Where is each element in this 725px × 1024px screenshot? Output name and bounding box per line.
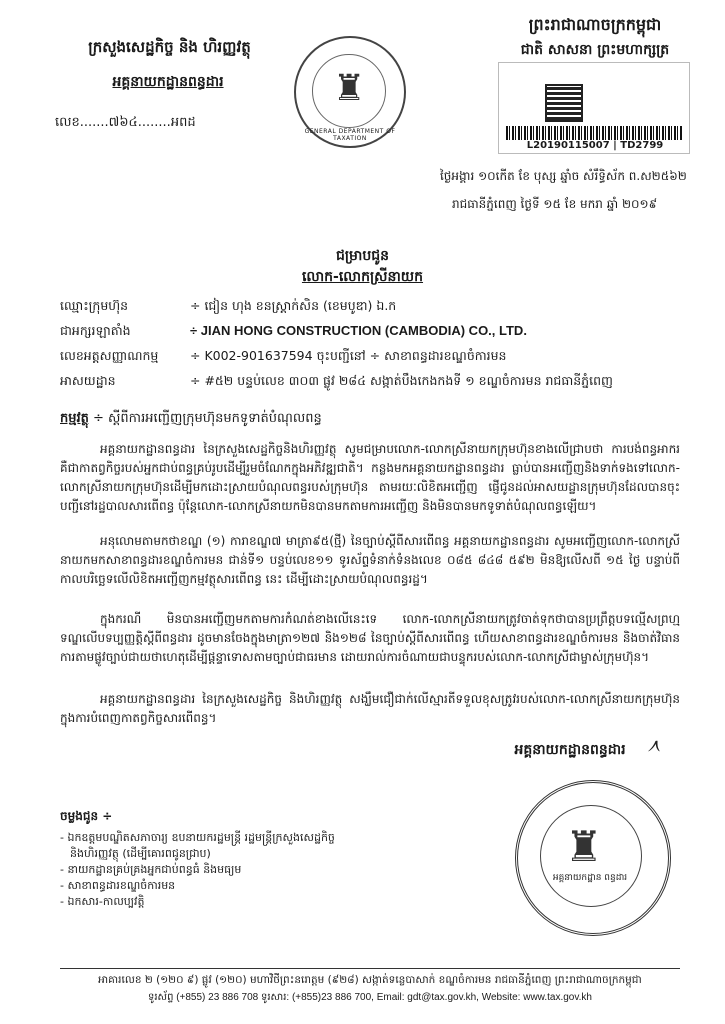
footer-contact: ទូរស័ព្ទ (+855) 23 886 708 ទូរសារ: (+855)23 886 700, Email: gdt@tax.gov.kh, Website: www.tax.gov.kh	[148, 992, 592, 1003]
cc-title: ចម្លងជូន ÷	[60, 809, 113, 823]
stamp-caption: អគ្គនាយកដ្ឋាន ពន្ធដារ	[552, 873, 628, 883]
field-label: លេខអត្តសញ្ញាណកម្ម	[60, 348, 159, 363]
field-value: ÷ K002-901637594 ចុះបញ្ជីនៅ ÷ សាខាពន្ធដារខណ្ឌចំការមន	[190, 348, 507, 363]
field-label: ជាអក្សរឡាតាំង	[60, 323, 131, 338]
field-value: ÷ ជៀន ហុង ខនស្ត្រាក់សិន (ខេមបូឌា) ឯ.ក	[190, 298, 397, 313]
subject-label: កម្មវត្ថុ	[60, 411, 89, 426]
company-info	[60, 298, 680, 398]
field-latin-name	[60, 323, 680, 342]
subject-line	[60, 410, 680, 429]
body-paragraph-3: ក្នុងករណី មិនបានអញ្ជើញមកតាមការកំណត់ខាងលើនេះទេ លោក-លោកស្រីនាយកត្រូវចាត់ទុកថាបានប្រព្រឹត្តបទល្មើសព្រហ្មទណ្ឌលើបទប្បញ្ញត្តិស្តីពីពន្ធដារ ដូចមានចែងក្នុងមាត្រា១២៧ និង១២៨ នៃច្បាប់ស្តីពីសារពើពន្ធ ហើយសាខាពន្ធដារខណ្ឌចំការមន និងចាត់វិធានការតាមផ្លូវច្បាប់ជាយថាហេតុដើម្បីផ្តន្ទាទោសតាមច្បាប់ជាធរមាន ដោយរាល់ការចំណាយជាបន្ទុករបស់លោក-លោកស្រីជាម្ចាស់ក្រុមហ៊ុន។	[60, 612, 680, 664]
notice-title: ជម្រាបជូន	[335, 248, 390, 264]
field-value: ÷ #៥២ បន្ទប់លេខ ៣០៣ ផ្លូវ ២៨៤ សង្កាត់បឹងកេងកងទី ១ ខណ្ឌចំការមន រាជធានីភ្នំពេញ	[190, 373, 613, 388]
footer-divider	[60, 968, 680, 969]
subject-text: ÷ ស្តីពីការអញ្ជើញក្រុមហ៊ុនមកទូទាត់បំណុលពន្ធ	[93, 411, 322, 426]
barcode-number: L20190115007 | TD2799	[526, 140, 664, 151]
field-company-name	[60, 298, 680, 317]
ministry-name: ក្រសួងសេដ្ឋកិច្ច និង ហិរញ្ញវត្ថុ	[88, 38, 251, 56]
cc-item: - នាយកដ្ឋានគ្រប់គ្រងអ្នកជាប់ពន្ធធំ និងមធ្យម	[60, 863, 242, 876]
body-paragraph-4: អគ្គនាយកដ្ឋានពន្ធដារ នៃក្រសួងសេដ្ឋកិច្ច និងហិរញ្ញវត្ថុ សង្ឃឹមជឿជាក់លើស្មារតីទទួលខុសត្រូវរបស់លោក-លោកស្រីនាយកក្រុមហ៊ុន ក្នុងការបំពេញកាតព្វកិច្ចសារពើពន្ធ។	[60, 692, 680, 725]
cc-item: - ឯកសារ-កាលប្បវត្តិ	[60, 895, 145, 908]
solar-date: រាជធានីភ្នំពេញ ថ្ងៃទី ១៥ ខែ មករា ឆ្នាំ ២០១៩	[452, 197, 658, 211]
field-label: ឈ្មោះក្រុមហ៊ុន	[60, 298, 129, 313]
seal-caption: GENERAL DEPARTMENT OF TAXATION	[304, 128, 396, 142]
cc-item: - សាខាពន្ធដារខណ្ឌចំការមន	[60, 879, 176, 892]
signer-title: អគ្គនាយកដ្ឋានពន្ធដារ	[514, 742, 626, 758]
letter-number: លេខ.......៧៦៤........អពដ	[55, 115, 196, 130]
cc-list	[60, 830, 360, 910]
field-address	[60, 373, 680, 392]
qr-code-icon	[545, 84, 583, 122]
signature: ᧘	[648, 732, 660, 757]
temple-emblem-icon: ♜	[333, 68, 366, 109]
field-tin	[60, 348, 680, 367]
temple-stamp-icon: ♜	[565, 822, 603, 871]
department-name: អគ្គនាយកដ្ឋានពន្ធដារ	[112, 74, 224, 90]
addressee: លោក-លោកស្រីនាយក	[301, 269, 424, 285]
field-value: ÷ JIAN HONG CONSTRUCTION (CAMBODIA) CO., LTD.	[190, 323, 527, 338]
cc-item: - ឯកឧត្តមបណ្ឌិតសភាចារ្យ ឧបនាយករដ្ឋមន្ត្រី រដ្ឋមន្ត្រីក្រសួងសេដ្ឋកិច្ច និងហិរញ្ញវត្ថុ (ដើម្បីគោរពជូនជ្រាប)	[60, 831, 335, 860]
kingdom-motto: ជាតិ សាសនា ព្រះមហាក្សត្រ	[520, 42, 670, 58]
barcode-icon	[506, 126, 682, 140]
body-paragraph-2: អនុលោមតាមកថាខណ្ឌ (១) ការាខណ្ឌ៧ មាត្រា៩៥(ថ្មី) នៃច្បាប់ស្តីពីសារពើពន្ធ អគ្គនាយកដ្ឋានពន្ធដារ សូមអញ្ជើញលោក-លោកស្រីនាយកមកសាខាពន្ធដារខណ្ឌចំការមន ជាន់ទី១ បន្ទប់លេខ១១ ទូរស័ព្ទទំនាក់ទំនងលេខ ០៨៥ ៨៤៨ ៥៩២ មិនឱ្យលើសពី ១៥ ថ្ងៃ បន្ទាប់ពីកាលបរិច្ឆេទលើលិខិតអញ្ជើញកម្មវត្ថុសារពើពន្ធ នេះ ដើម្បីដោះស្រាយបំណុលពន្ធរដ្ឋ។	[60, 534, 680, 586]
body-paragraph-1: អគ្គនាយកដ្ឋានពន្ធដារ នៃក្រសួងសេដ្ឋកិច្ចនិងហិរញ្ញវត្ថុ សូមជម្រាបលោក-លោកស្រីនាយកក្រុមហ៊ុនខាងលើជ្រាបថា ការបង់ពន្ធអាករគឺជាកាតព្វកិច្ចរបស់អ្នកជាប់ពន្ធគ្រប់រូបដើម្បីរួមចំណែកក្នុងអភិវឌ្ឍជាតិ។ កន្លងមកអគ្គនាយកដ្ឋានពន្ធដារ ធ្លាប់បានអញ្ជើញនិងទាក់ទងទៅលោក-លោកស្រីនាយកក្រុមហ៊ុនដើម្បីមកដោះស្រាយបំណុលពន្ធរបស់ក្រុមហ៊ុន តាមរយៈលិខិតអញ្ជើញ ផ្ញើជូនដល់អាសយដ្ឋានក្រុមហ៊ុនដែលបានចុះបញ្ជីនៅរដ្ឋបាលសារពើពន្ធ ប៉ុន្តែលោក-លោកស្រីនាយកមិនបានមកតាមការអញ្ជើញ និងមិនបានមកទូទាត់បំណុលពន្ធឡើយ។	[60, 442, 680, 513]
lunar-date: ថ្ងៃអង្គារ ១០កើត ខែ បុស្ស ឆ្នាំច សំរឹទ្ធិស័ក ព.ស២៥៦២	[440, 169, 687, 183]
footer-address: អាគារលេខ ២ (១២០ ៩) ផ្លូវ (១២០) មហាវិថីព្រះនរោត្តម (៩២៨) សង្កាត់ទន្លេបាសាក់ ខណ្ឌចំការមន រាជធានីភ្នំពេញ ព្រះរាជាណាចក្រកម្ពុជា	[98, 974, 642, 986]
kingdom-title: ព្រះរាជាណាចក្រកម្ពុជា	[528, 15, 662, 34]
field-label: អាសយដ្ឋាន	[60, 373, 116, 388]
